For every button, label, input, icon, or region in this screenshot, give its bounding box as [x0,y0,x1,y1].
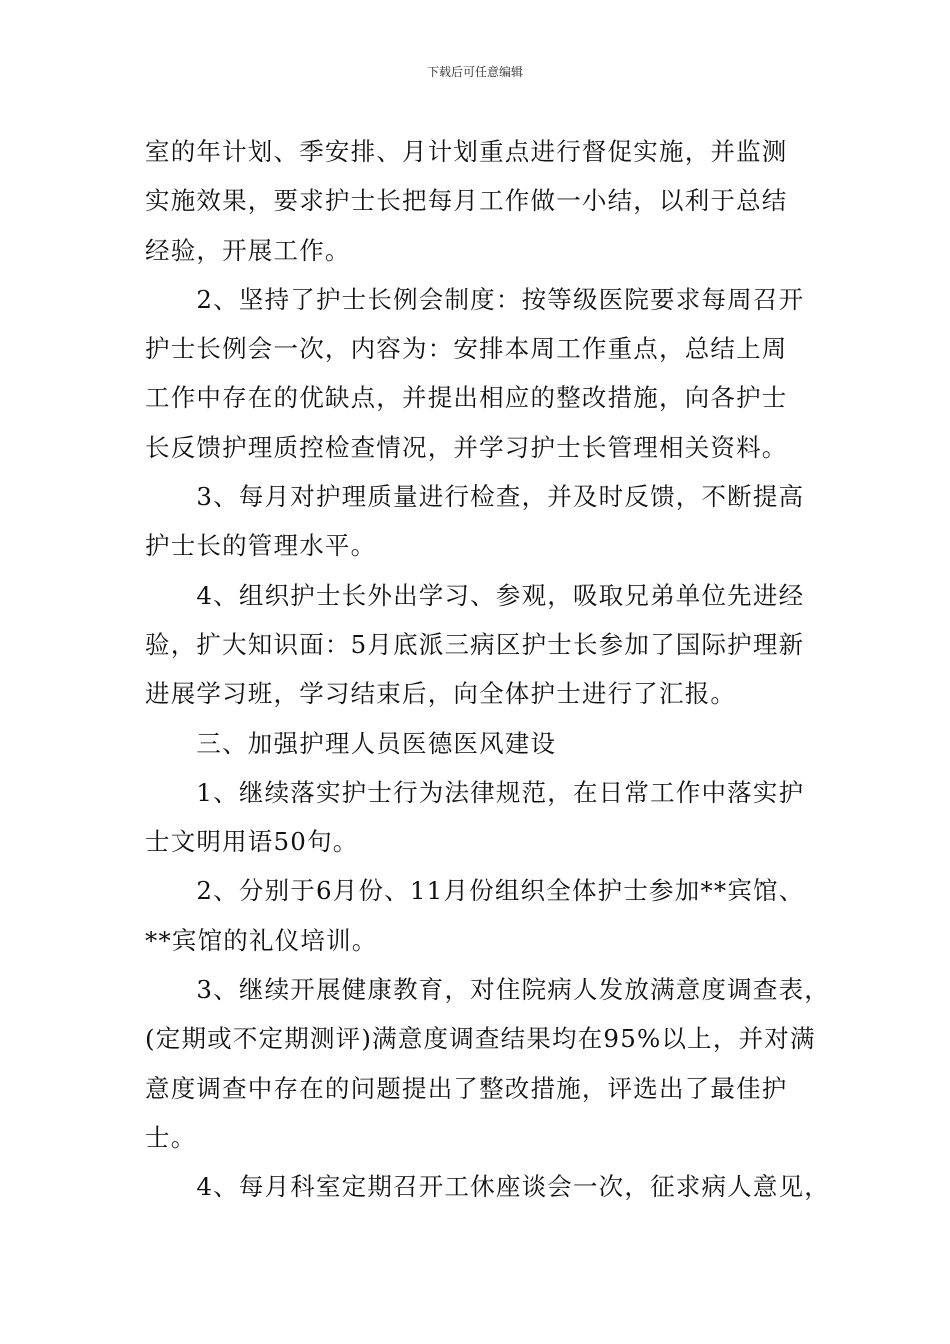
text-line: 护士长例会一次，内容为：安排本周工作重点，总结上周 [145,334,788,364]
section-heading: 三、加强护理人员医德医风建设 [145,728,557,758]
text-line: 1、继续落实护士行为法律规范，在日常工作中落实护 [145,777,805,807]
text-line: 验，扩大知识面：5月底派三病区护士长参加了国际护理新 [145,629,805,659]
text-line: 室的年计划、季安排、月计划重点进行督促实施，并监测 [145,137,788,166]
text-line: 3、每月对护理质量进行检查，并及时反馈，不断提高 [145,482,805,512]
text-line: 工作中存在的优缺点，并提出相应的整改措施，向各护士 [145,383,788,413]
text-line: 进展学习班，学习结束后，向全体护士进行了汇报。 [145,679,737,709]
text-line: 长反馈护理质控检查情况，并学习护士长管理相关资料。 [145,432,788,462]
text-line: 意度调查中存在的问题提出了整改措施，评选出了最佳护 [145,1073,788,1103]
text-line: **宾馆的礼仪培训。 [145,925,378,955]
text-line: 3、继续开展健康教育，对住院病人发放满意度调查表， [145,975,830,1005]
text-line: 护士长的管理水平。 [145,531,377,561]
text-line: 2、坚持了护士长例会制度：按等级医院要求每周召开 [145,284,805,314]
page-header-note: 下载后可任意编辑 [426,65,523,79]
document-body [145,127,830,1212]
text-line: 4、组织护士长外出学习、参观，吸取兄弟单位先进经 [145,580,805,610]
text-line: (定期或不定期测评)满意度调查结果均在95%以上，并对满 [145,1024,816,1054]
text-line: 士文明用语50句。 [145,827,359,857]
text-line: 4、每月科室定期召开工休座谈会一次，征求病人意见， [145,1172,830,1202]
text-line: 2、分别于6月份、11月份组织全体护士参加**宾馆、 [145,876,805,906]
text-line: 士。 [145,1122,197,1152]
text-line: 经验，开展工作。 [145,235,351,265]
text-line: 实施效果，要求护士长把每月工作做一小结，以利于总结 [145,186,788,216]
